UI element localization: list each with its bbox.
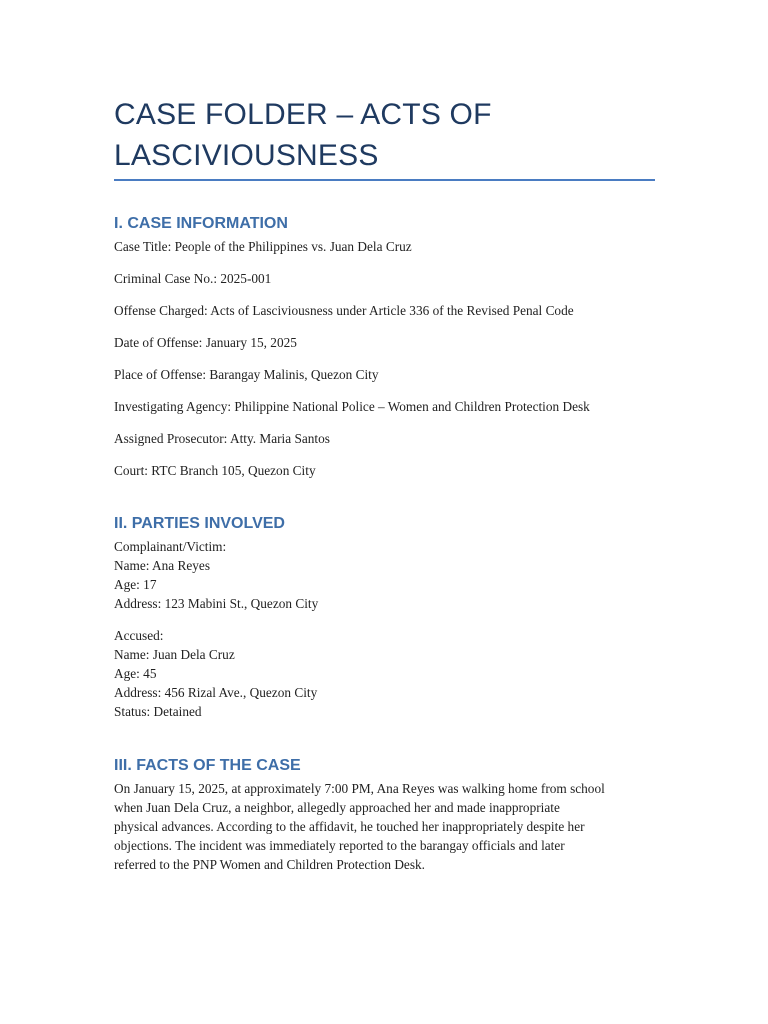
offense-charged-line: Offense Charged: Acts of Lasciviousness under Article 336 of the Revised Penal Code [114,303,574,318]
court-line: Court: RTC Branch 105, Quezon City [114,463,316,478]
title-line-1: CASE FOLDER – ACTS OF [114,98,492,131]
case-number-line: Criminal Case No.: 2025-001 [114,271,272,286]
facts-paragraph-line: referred to the PNP Women and Children Protection Desk. [114,857,425,872]
accused-name: Name: Juan Dela Cruz [114,647,235,662]
section-heading-facts-of-the-case: III. FACTS OF THE CASE [114,757,301,774]
title-divider [114,179,655,181]
facts-paragraph-line: physical advances. According to the affidavit, he touched her inappropriately despite her [114,819,585,834]
complainant-name: Name: Ana Reyes [114,558,211,573]
complainant-age: Age: 17 [114,577,157,592]
accused-age: Age: 45 [114,666,157,681]
accused-label: Accused: [114,628,164,643]
accused-address: Address: 456 Rizal Ave., Quezon City [114,685,318,700]
facts-paragraph-line: objections. The incident was immediately reported to the barangay officials and later [114,838,565,853]
complainant-address: Address: 123 Mabini St., Quezon City [114,596,319,611]
facts-paragraph-line: On January 15, 2025, at approximately 7:00 PM, Ana Reyes was walking home from school [114,781,605,796]
title-line-2: LASCIVIOUSNESS [114,139,379,172]
investigating-agency-line: Investigating Agency: Philippine National Police – Women and Children Protection Desk [114,399,590,414]
section-heading-parties-involved: II. PARTIES INVOLVED [114,515,285,532]
accused-status: Status: Detained [114,704,202,719]
complainant-label: Complainant/Victim: [114,539,227,554]
assigned-prosecutor-line: Assigned Prosecutor: Atty. Maria Santos [114,431,330,446]
facts-paragraph-line: when Juan Dela Cruz, a neighbor, allegedly approached her and made inappropriate [114,800,560,815]
section-heading-case-information: I. CASE INFORMATION [114,215,288,232]
date-of-offense-line: Date of Offense: January 15, 2025 [114,335,297,350]
document-title [114,94,655,176]
case-title-line: Case Title: People of the Philippines vs. Juan Dela Cruz [114,239,412,254]
place-of-offense-line: Place of Offense: Barangay Malinis, Quezon City [114,367,379,382]
